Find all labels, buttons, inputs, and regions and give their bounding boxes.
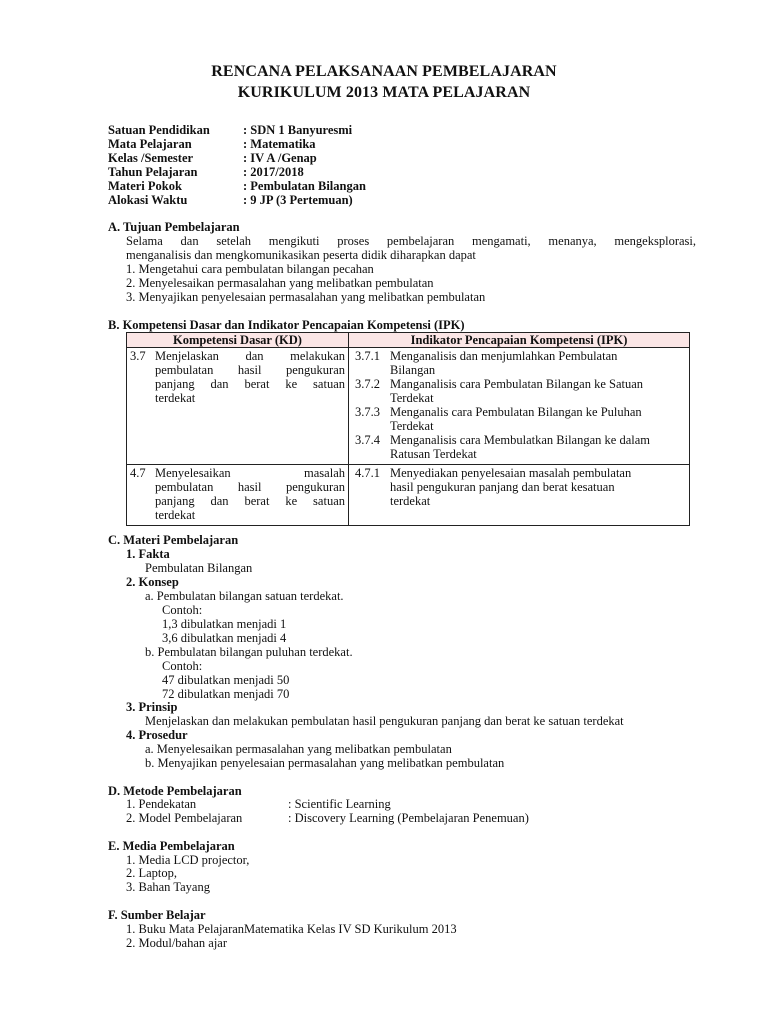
paragraph: Pembulatan Bilangan	[145, 561, 253, 575]
column-header-kd: Kompetensi Dasar (KD)	[127, 333, 349, 348]
example: 3,6 dibulatkan menjadi 4	[162, 631, 287, 645]
identity-label: Materi Pokok	[108, 179, 182, 193]
list-item: 1. Mengetahui cara pembulatan bilangan pecahan	[126, 262, 374, 276]
identity-value: : 9 JP (3 Pertemuan)	[243, 193, 353, 207]
ipk-cell	[349, 465, 690, 526]
column-header-ipk: Indikator Pencapaian Kompetensi (IPK)	[349, 333, 690, 348]
ipk-number: 3.7.2	[355, 377, 380, 391]
identity-label: Kelas /Semester	[108, 151, 194, 165]
example: 1,3 dibulatkan menjadi 1	[162, 617, 287, 631]
kd-text-line: Menjelaskan dan melakukan	[155, 349, 345, 363]
paragraph: Menjelaskan dan melakukan pembulatan hasil pengukuran panjang dan berat ke satuan terdekat	[145, 714, 624, 728]
subsection-heading: 2. Konsep	[126, 575, 179, 589]
list-item: 1. Pendekatan	[126, 797, 197, 811]
section-b-heading: B. Kompetensi Dasar dan Indikator Pencapaian Kompetensi (IPK)	[108, 318, 465, 332]
identity-label: Satuan Pendidikan	[108, 123, 210, 137]
list-value: : Discovery Learning (Pembelajaran Penemuan)	[288, 811, 529, 825]
kd-cell	[127, 465, 349, 526]
kd-number: 3.7	[130, 349, 146, 363]
ipk-number: 3.7.4	[355, 433, 380, 447]
ipk-text: Ratusan Terdekat	[390, 447, 477, 461]
identity-label: Tahun Pelajaran	[108, 165, 198, 179]
table-header-row	[127, 333, 690, 348]
example: 47 dibulatkan menjadi 50	[162, 673, 290, 687]
ipk-item	[355, 349, 686, 377]
subsection-heading: 4. Prosedur	[126, 728, 188, 742]
document-title-line-2: KURIKULUM 2013 MATA PELAJARAN	[237, 84, 531, 101]
identity-value: : Matematika	[243, 137, 316, 151]
ipk-cell	[349, 348, 690, 465]
list-item: 3. Bahan Tayang	[126, 880, 210, 894]
list-item: a. Menyelesaikan permasalahan yang melibatkan pembulatan	[145, 742, 452, 756]
list-item: a. Pembulatan bilangan satuan terdekat.	[145, 589, 344, 603]
example-label: Contoh:	[162, 659, 203, 673]
section-e-heading: E. Media Pembelajaran	[108, 839, 235, 853]
document-title-line-1: RENCANA PELAKSANAAN PEMBELAJARAN	[211, 63, 557, 80]
kd-text-line: panjang dan berat ke satuan	[155, 377, 345, 391]
example-label: Contoh:	[162, 603, 203, 617]
kd-text-line: pembulatan hasil pengukuran	[155, 480, 345, 494]
section-d-heading: D. Metode Pembelajaran	[108, 784, 242, 798]
list-item: 1. Buku Mata PelajaranMatematika Kelas IV SD Kurikulum 2013	[126, 922, 457, 936]
list-item: 2. Menyelesaikan permasalahan yang melibatkan pembulatan	[126, 276, 434, 290]
ipk-number: 3.7.3	[355, 405, 380, 419]
ipk-text: Manganalisis cara Pembulatan Bilangan ke Satuan	[390, 377, 644, 391]
list-item: b. Menyajikan penyelesaian permasalahan yang melibatkan pembulatan	[145, 756, 505, 770]
list-value: : Scientific Learning	[288, 797, 391, 811]
kd-text-line: terdekat	[155, 391, 196, 405]
ipk-item	[355, 466, 686, 508]
section-a-intro: menganalisis dan mengkomunikasikan peserta didik diharapkan dapat	[126, 248, 476, 262]
kd-text-line: panjang dan berat ke satuan	[155, 494, 345, 508]
section-c-heading: C. Materi Pembelajaran	[108, 533, 239, 547]
list-item: 3. Menyajikan penyelesaian permasalahan yang melibatkan pembulatan	[126, 290, 486, 304]
ipk-text: Terdekat	[390, 419, 434, 433]
identity-label: Mata Pelajaran	[108, 137, 192, 151]
ipk-text: Terdekat	[390, 391, 434, 405]
identity-value: : Pembulatan Bilangan	[243, 179, 366, 193]
example: 72 dibulatkan menjadi 70	[162, 687, 290, 701]
table-row	[127, 465, 690, 526]
identity-value: : SDN 1 Banyuresmi	[243, 123, 353, 137]
ipk-text: Menganalisis cara Membulatkan Bilangan ke dalam	[390, 433, 650, 447]
subsection-heading: 1. Fakta	[126, 547, 170, 561]
ipk-text: terdekat	[390, 494, 431, 508]
kd-number: 4.7	[130, 466, 146, 480]
ipk-item	[355, 433, 686, 461]
subsection-heading: 3. Prinsip	[126, 700, 178, 714]
identity-label: Alokasi Waktu	[108, 193, 188, 207]
ipk-number: 4.7.1	[355, 466, 380, 480]
section-a-intro: Selama dan setelah mengikuti proses pembelajaran mengamati, menanya, mengeksplorasi,	[126, 234, 696, 248]
list-item: 2. Modul/bahan ajar	[126, 936, 228, 950]
list-item: 2. Model Pembelajaran	[126, 811, 243, 825]
identity-value: : 2017/2018	[243, 165, 304, 179]
ipk-number: 3.7.1	[355, 349, 380, 363]
table-row	[127, 348, 690, 465]
ipk-text: Menganalisis dan menjumlahkan Pembulatan	[390, 349, 618, 363]
ipk-text: Bilangan	[390, 363, 436, 377]
competency-table	[126, 332, 690, 526]
list-item: b. Pembulatan bilangan puluhan terdekat.	[145, 645, 353, 659]
list-item: 2. Laptop,	[126, 866, 178, 880]
identity-value: : IV A /Genap	[243, 151, 317, 165]
section-f-heading: F. Sumber Belajar	[108, 908, 206, 922]
kd-text-line: terdekat	[155, 508, 196, 522]
list-item: 1. Media LCD projector,	[126, 853, 250, 867]
kd-text-line: Menyelesaikan masalah	[155, 466, 345, 480]
ipk-item	[355, 377, 686, 405]
kd-text-line: pembulatan hasil pengukuran	[155, 363, 345, 377]
ipk-text: hasil pengukuran panjang dan berat kesatuan	[390, 480, 615, 494]
ipk-item	[355, 405, 686, 433]
kd-cell	[127, 348, 349, 465]
section-a-heading: A. Tujuan Pembelajaran	[108, 220, 240, 234]
ipk-text: Menyediakan penyelesaian masalah pembulatan	[390, 466, 632, 480]
ipk-text: Menganalis cara Pembulatan Bilangan ke Puluhan	[390, 405, 642, 419]
